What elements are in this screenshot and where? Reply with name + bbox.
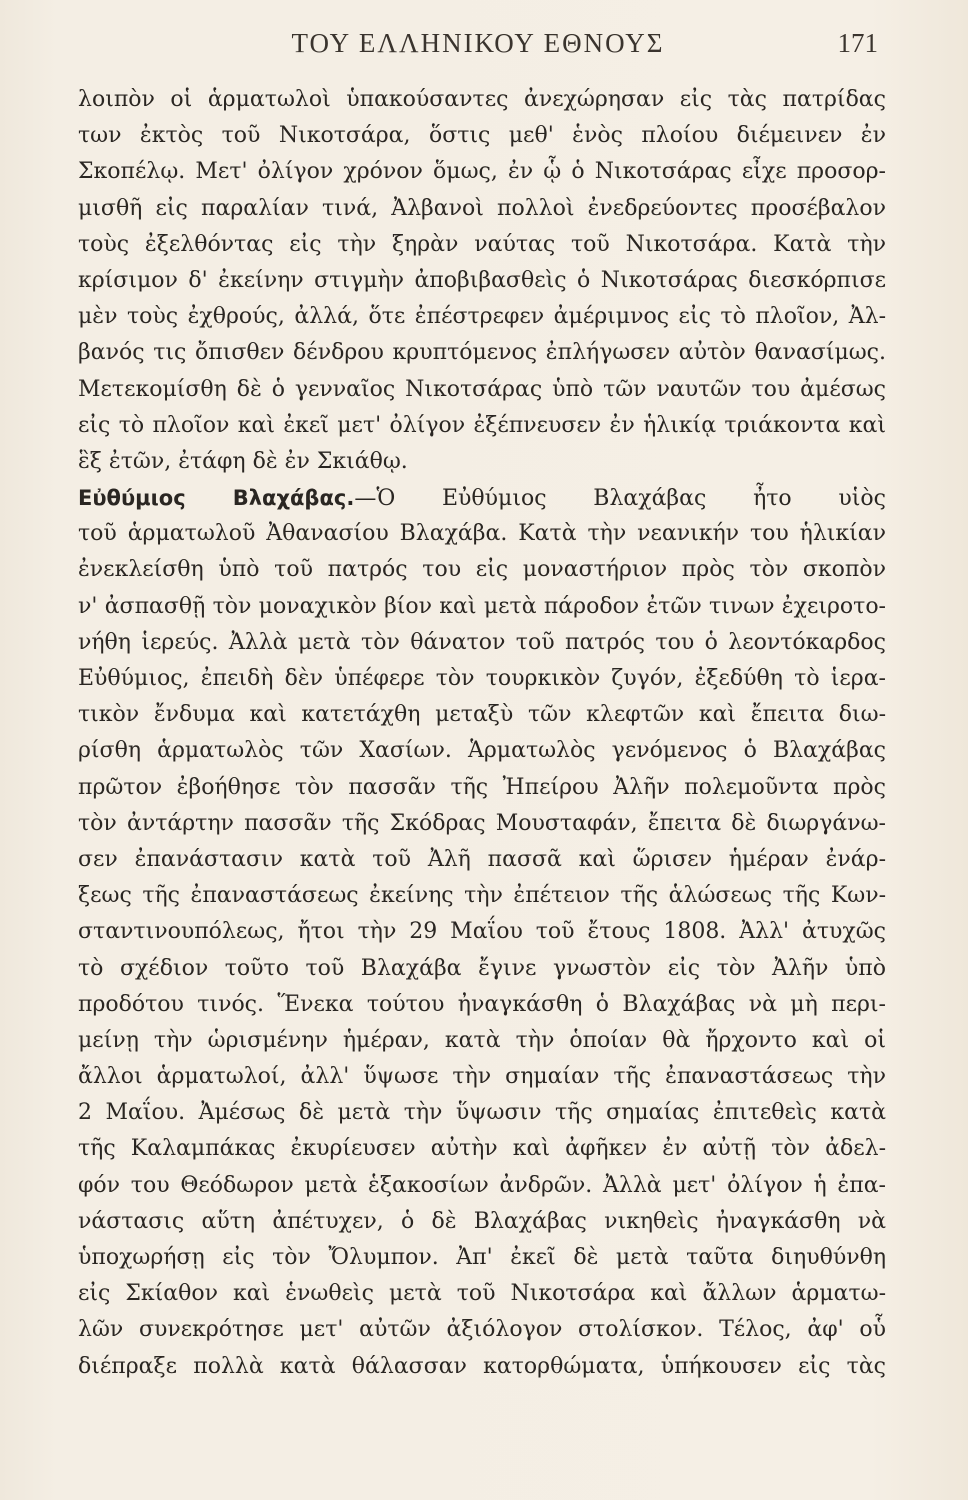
text-line: εἰς τὸ πλοῖον καὶ ἐκεῖ μετ' ὀλίγον ἐξέπνευσεν ἐν ἡλικίᾳ τριάκοντα καὶ bbox=[78, 412, 886, 438]
text-line: σταντινουπόλεως, ἤτοι τὴν 29 Μαΐου τοῦ ἔτους 1808. Ἀλλ' ἀτυχῶς bbox=[78, 919, 886, 945]
text-line: λοιπὸν οἱ ἁρματωλοὶ ὑπακούσαντες ἀνεχώρησαν εἰς τὰς πατρίδας bbox=[78, 87, 886, 112]
text-line: Εὐθύμιος, ἐπειδὴ δὲν ὑπέφερε τὸν τουρκικὸν ζυγόν, ἐξεδύθη τὸ ἱερα- bbox=[78, 666, 886, 691]
entry-heading: Εὐθύμιος Βλαχάβας. bbox=[78, 486, 355, 511]
text-line: μισθῆ εἰς παραλίαν τινά, Ἀλβανοὶ πολλοὶ ἐνεδρεύοντες προσέβαλον bbox=[78, 195, 886, 221]
text-line: ν' ἀσπασθῇ τὸν μοναχικὸν βίον καὶ μετὰ πάροδον ἐτῶν τινων ἐχειροτο- bbox=[78, 593, 886, 619]
text-line: τοὺς ἐξελθόντας εἰς τὴν ξηρὰν ναύτας τοῦ Νικοτσάρα. Κατὰ τὴν bbox=[78, 231, 886, 257]
text-line: βανός τις ὄπισθεν δένδρου κρυπτόμενος ἐπλήγωσεν αὐτὸν θανασίμως. bbox=[78, 340, 886, 366]
text-line: μείνῃ τὴν ὡρισμένην ἡμέραν, κατὰ τὴν ὁποίαν θὰ ἤρχοντο καὶ οἱ bbox=[78, 1027, 886, 1053]
entry-heading-line bbox=[78, 480, 886, 516]
text-line: διέπραξε πολλὰ κατὰ θάλασσαν κατορθώματα, ὑπήκουσεν εἰς τὰς bbox=[78, 1353, 886, 1379]
text-line: τικὸν ἔνδυμα καὶ κατετάχθη μεταξὺ τῶν κλεφτῶν καὶ ἔπειτα διω- bbox=[78, 702, 886, 728]
main-text bbox=[78, 82, 886, 1385]
text-line: τοῦ ἁρματωλοῦ Ἀθανασίου Βλαχάβα. Κατὰ τὴν νεανικήν του ἡλικίαν bbox=[78, 521, 886, 547]
text-line: Σκοπέλῳ. Μετ' ὀλίγον χρόνον ὅμως, ἐν ᾧ ὁ Νικοτσάρας εἶχε προσορ- bbox=[78, 159, 886, 185]
text-line: λῶν συνεκρότησε μετ' αὐτῶν ἀξιόλογον στολίσκον. Τέλος, ἀφ' οὗ bbox=[78, 1317, 886, 1343]
text-line: τὸν ἀντάρτην πασσᾶν τῆς Σκόδρας Μουσταφάν, ἔπειτα δὲ διωργάνω- bbox=[78, 810, 886, 836]
text-line: μὲν τοὺς ἐχθρούς, ἀλλά, ὅτε ἐπέστρεφεν ἀμέριμνος εἰς τὸ πλοῖον, Ἀλ- bbox=[78, 304, 886, 330]
text-line: ὑποχωρήσῃ εἰς τὸν Ὄλυμπον. Ἀπ' ἐκεῖ δὲ μετὰ ταῦτα διηυθύνθη bbox=[78, 1245, 886, 1270]
page-number: 171 bbox=[837, 28, 878, 58]
text-line: ρίσθη ἁρματωλὸς τῶν Χασίων. Ἁρματωλὸς γενόμενος ὁ Βλαχάβας bbox=[78, 738, 886, 764]
text-line: ἐνεκλείσθη ὑπὸ τοῦ πατρός του εἰς μοναστήριον πρὸς τὸν σκοπὸν bbox=[78, 557, 886, 583]
text-line: Μετεκομίσθη δὲ ὁ γενναῖος Νικοτσάρας ὑπὸ τῶν ναυτῶν του ἀμέσως bbox=[78, 376, 886, 402]
text-line: πρῶτον ἐβοήθησε τὸν πασσᾶν τῆς Ἠπείρου Ἀλῆν πολεμοῦντα πρὸς bbox=[78, 774, 886, 800]
text-line: προδότου τινός. Ἕνεκα τούτου ἠναγκάσθη ὁ Βλαχάβας νὰ μὴ περι- bbox=[78, 991, 886, 1017]
text-line: φόν του Θεόδωρον μετὰ ἑξακοσίων ἀνδρῶν. Ἀλλὰ μετ' ὀλίγον ἡ ἐπα- bbox=[78, 1172, 886, 1198]
page-header bbox=[78, 28, 878, 68]
text-line: ἓξ ἐτῶν, ἐτάφη δὲ ἐν Σκιάθῳ. bbox=[78, 448, 408, 474]
text-line: νάστασις αὕτη ἀπέτυχεν, ὁ δὲ Βλαχάβας νικηθεὶς ἠναγκάσθη νὰ bbox=[78, 1208, 886, 1234]
text-line: τῆς Καλαμπάκας ἐκυρίευσεν αὐτὴν καὶ ἀφῆκεν ἐν αὐτῇ τὸν ἀδελ- bbox=[78, 1136, 886, 1162]
entry-dash: — bbox=[354, 486, 377, 512]
text-line: ἄλλοι ἁρματωλοί, ἀλλ' ὕψωσε τὴν σημαίαν τῆς ἐπαναστάσεως τὴν bbox=[78, 1064, 886, 1090]
text-line: τὸ σχέδιον τοῦτο τοῦ Βλαχάβα ἔγινε γνωστὸν εἰς τὸν Ἀλῆν ὑπὸ bbox=[78, 955, 886, 981]
text-line: κρίσιμον δ' ἐκείνην στιγμὴν ἀποβιβασθεὶς ὁ Νικοτσάρας διεσκόρπισε bbox=[78, 267, 886, 293]
text-line: ξεως τῆς ἐπαναστάσεως ἐκείνης τὴν ἐπέτειον τῆς ἁλώσεως τῆς Κων- bbox=[78, 883, 886, 909]
text-line: των ἐκτὸς τοῦ Νικοτσάρα, ὅστις μεθ' ἑνὸς πλοίου διέμεινεν ἐν bbox=[78, 123, 886, 149]
text-line: εἰς Σκίαθον καὶ ἑνωθεὶς μετὰ τοῦ Νικοτσάρα καὶ ἄλλων ἁρματω- bbox=[78, 1281, 886, 1307]
text-line: Ὁ Εὐθύμιος Βλαχάβας ἦτο υἱὸς bbox=[376, 486, 886, 512]
running-title: ΤΟΥ ΕΛΛΗΝΙΚΟΥ ΕΘΝΟΥΣ bbox=[291, 28, 665, 58]
text-line: 2 Μαΐου. Ἀμέσως δὲ μετὰ τὴν ὕψωσιν τῆς σημαίας ἐπιτεθεὶς κατὰ bbox=[78, 1100, 886, 1126]
text-line: σεν ἐπανάστασιν κατὰ τοῦ Ἀλῆ πασσᾶ καὶ ὥρισεν ἡμέραν ἐνάρ- bbox=[78, 846, 886, 872]
text-line: νήθη ἱερεύς. Ἀλλὰ μετὰ τὸν θάνατον τοῦ πατρός του ὁ λεοντόκαρδος bbox=[78, 629, 886, 655]
